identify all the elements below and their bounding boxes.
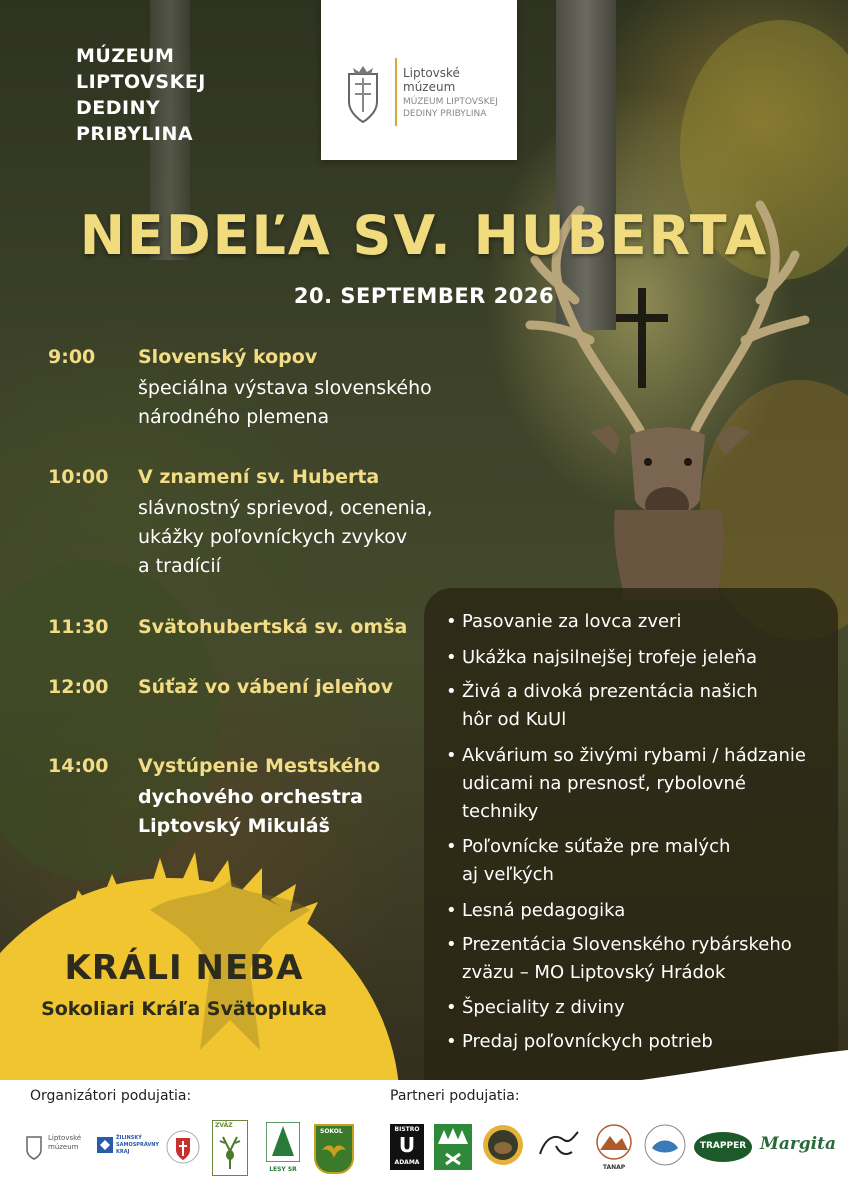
schedule-desc: slávnostný sprievod, ocenenia, ukážky poľovníckych zvykov a tradícií [138,497,433,577]
schedule-desc: špeciálna výstava slovenského národného plemena [138,377,432,428]
museum-name-line: LIPTOVSKEJ [76,71,206,93]
tanap-logo [594,1124,636,1170]
logo-divider [395,58,397,126]
museum-name-line: PRIBYLINA [76,123,194,145]
event-date: 20. SEPTEMBER 2026 [293,284,555,308]
schedule-title: Súťaž vo vábení jeleňov [138,676,393,698]
activity-item: • Predaj poľovníckych potrieb [446,1028,834,1056]
coat-of-arms-logo [166,1126,200,1168]
schedule-title: V znamení sv. Huberta [138,466,380,488]
hound-sketch-logo [536,1126,582,1162]
museum-logo-card [321,0,517,160]
activity-item: • Poľovnícke súťaže pre malých aj veľkých [446,833,834,889]
logo-text: ZVÄZ [215,1122,233,1129]
cross-icon [612,288,672,388]
logo-text-primary: Liptovské múzeum [403,66,460,94]
mountain-badge-icon [594,1124,634,1160]
zsk-logo [96,1132,160,1162]
schedule-time: 11:30 [48,616,109,638]
logo-text: Liptovské [48,1134,82,1142]
sokol-logo [314,1124,354,1174]
crest-icon [343,64,383,124]
logo-text-secondary: MÚZEUM LIPTOVSKEJ DEDINY PRIBYLINA [403,97,498,119]
museum-name-line: DEDINY [76,97,161,119]
boar-badge-logo [482,1124,524,1166]
museum-logo [24,1132,84,1162]
museum-name [76,43,206,147]
activity-item: • Ukážka najsilnejšej trofeje jeleňa [446,644,834,672]
organizers-label: Organizátori podujatia: [30,1088,192,1104]
fishing-badge-logo [644,1124,686,1166]
activity-item: • Prezentácia Slovenského rybárskeho zväzu – MO Liptovský Hrádok [446,931,834,987]
schedule-time: 9:00 [48,346,96,368]
activity-item: • Lesná pedagogika [446,897,834,925]
crest-icon [24,1132,44,1160]
logo-text: ŽILINSKÝ SAMOSPRÁVNY KRAJ [116,1135,160,1155]
museum-name-line: MÚZEUM [76,45,175,67]
logo-text: Margita [760,1134,837,1154]
schedule-time: 10:00 [48,466,109,488]
logo-text: ADAMA [394,1159,420,1166]
footer-wave [560,1050,848,1090]
forest-emblem-logo [434,1124,472,1170]
zvaz-logo [212,1120,248,1176]
activity-item: • Špeciality z diviny [446,994,834,1022]
logo-text: LESY SR [269,1166,297,1173]
trapper-logo [694,1132,752,1162]
activity-item: • Akvárium so živými rybami / hádzanie udicami na presnosť, rybolovné techniky [446,742,834,826]
schedule-title: Svätohubertská sv. omša [138,616,408,638]
bistro-adama-logo [390,1124,424,1170]
lesy-sr-logo [266,1122,300,1172]
logo-text: BISTRO [394,1126,420,1133]
logo-text: TRAPPER [699,1141,747,1151]
partners-label: Partneri podujatia: [390,1088,520,1104]
schedule-desc: dychového orchestra Liptovský Mikuláš [138,786,363,837]
footer [0,1080,848,1200]
deer-icon [215,1131,245,1171]
activities-panel [424,588,838,1082]
kings-title: KRÁLI NEBA [64,948,304,988]
logo-text: TANAP [602,1164,626,1171]
schedule-time: 12:00 [48,676,109,698]
logo-text: U [398,1133,416,1157]
event-title: NEDEĽA SV. HUBERTA [79,204,769,267]
activity-item: • Pasovanie za lovca zveri [446,608,834,636]
logo-text: SOKOL [320,1128,343,1135]
margita-logo [760,1134,840,1162]
schedule-time: 14:00 [48,755,109,777]
zsk-emblem-icon [96,1136,114,1154]
tree-icon [266,1122,300,1162]
schedule-title: Slovenský kopov [138,346,318,368]
logo-text: múzeum [48,1143,79,1151]
bird-icon [320,1138,348,1162]
activity-item: • Živá a divoká prezentácia našich hôr od KuUl [446,678,834,734]
kings-subtitle: Sokoliari Kráľa Svätopluka [41,998,327,1020]
schedule-title: Vystúpenie Mestského [138,755,381,777]
